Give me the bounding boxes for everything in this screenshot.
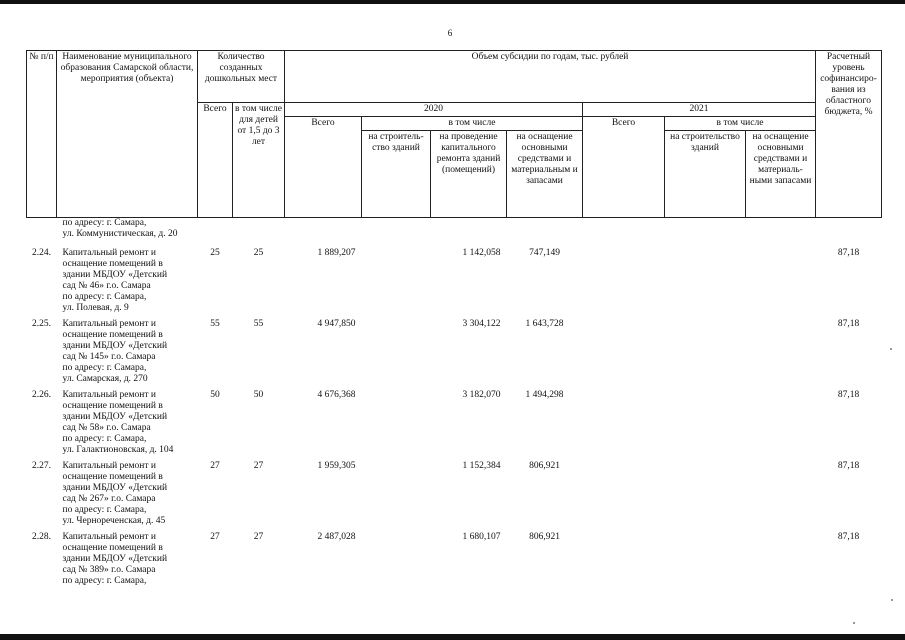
row-name-line: здании МБДОУ «Детский — [62, 412, 168, 422]
header-2020-repair: на проведение капитального ремонта зданий (помещений) — [431, 131, 507, 218]
row-name-line: Капитальный ремонт и — [62, 319, 156, 329]
header-rate: Расчетный уровень софинансиро-вания из областного бюджета, % — [816, 51, 882, 218]
row-2020-equipment: 747,149 — [529, 248, 560, 258]
row-name — [57, 461, 198, 532]
row-rate: 87,18 — [837, 532, 860, 542]
row-name-line: здании МБДОУ «Детский — [62, 341, 168, 351]
row-2020-repair: 1 680,107 — [462, 532, 501, 542]
row-2021-equipment — [746, 390, 816, 461]
row-name-line: здании МБДОУ «Детский — [62, 270, 168, 280]
header-year-2021: 2021 — [583, 103, 816, 117]
header-2021-equipment: на оснащение основными средствами и материаль-ными запасами — [746, 131, 816, 218]
row-name-line: сад № 389» г.о. Самара — [62, 565, 156, 575]
row-number: 2.27. — [32, 461, 51, 471]
row-2020-total: 4 676,368 — [317, 390, 356, 400]
row-total-places: 50 — [210, 390, 220, 400]
row-2020-total: 2 487,028 — [317, 532, 356, 542]
scan-speck — [853, 622, 855, 624]
row-total-places: 27 — [210, 532, 220, 542]
row-2021-equipment — [746, 461, 816, 532]
row-name-line: по адресу: г. Самара, — [62, 505, 147, 515]
row-name-line: по адресу: г. Самара, — [62, 292, 147, 302]
row-2020-construction — [362, 319, 431, 390]
row-name-line: оснащение помещений в — [62, 259, 163, 269]
row-2021-construction — [665, 319, 746, 390]
row-number: 2.25. — [32, 319, 51, 329]
row-2020-equipment: 1 494,298 — [525, 390, 564, 400]
row-2020-equipment: 806,921 — [529, 461, 560, 471]
row-name — [57, 246, 198, 319]
row-name-line: ул. Полевая, д. 9 — [62, 303, 129, 313]
row-name — [57, 390, 198, 461]
row-2021-equipment — [746, 532, 816, 592]
row-name-line: по адресу: г. Самара, — [62, 363, 147, 373]
continuation-line: по адресу: г. Самара, — [62, 218, 147, 228]
row-children-places: 50 — [253, 390, 264, 400]
row-2020-repair: 3 182,070 — [462, 390, 501, 400]
scan-speck — [891, 599, 893, 601]
row-rate: 87,18 — [837, 390, 860, 400]
subsidy-table — [26, 50, 882, 592]
row-2021-total — [583, 319, 665, 390]
scan-speck — [890, 348, 892, 350]
row-2021-construction — [665, 390, 746, 461]
row-2020-equipment: 1 643,728 — [525, 319, 564, 329]
top-border — [0, 0, 905, 4]
row-2021-equipment — [746, 246, 816, 319]
header-total: Всего — [198, 103, 233, 218]
row-name-line: по адресу: г. Самара, — [62, 434, 147, 444]
header-2020-total: Всего — [285, 117, 362, 218]
table-row — [27, 532, 882, 592]
row-number: 2.26. — [32, 390, 51, 400]
row-2020-repair: 3 304,122 — [462, 319, 501, 329]
row-2020-total: 1 959,305 — [317, 461, 356, 471]
header-2021-including: в том числе — [665, 117, 816, 131]
table-body — [27, 218, 882, 593]
row-total-places: 55 — [210, 319, 220, 329]
header-2020-including: в том числе — [362, 117, 583, 131]
header-2020-equipment: на оснащение основными средствами и материальным и запасами — [507, 131, 583, 218]
row-2020-total: 1 889,207 — [317, 248, 356, 258]
row-children-places: 25 — [253, 248, 264, 258]
row-name-line: Капитальный ремонт и — [62, 248, 156, 258]
header-2021-total: Всего — [583, 117, 665, 218]
row-name-line: здании МБДОУ «Детский — [62, 483, 168, 493]
row-name-line: сад № 58» г.о. Самара — [62, 423, 151, 433]
header-num: № п/п — [27, 51, 57, 218]
row-name-line: сад № 46» г.о. Самара — [62, 281, 151, 291]
row-name-line: сад № 145» г.о. Самара — [62, 352, 156, 362]
continuation-line: ул. Коммунистическая, д. 20 — [62, 229, 178, 239]
row-name-line: здании МБДОУ «Детский — [62, 554, 168, 564]
row-2020-construction — [362, 246, 431, 319]
row-2020-construction — [362, 390, 431, 461]
row-2021-construction — [665, 461, 746, 532]
header-subsidy: Объем субсидии по годам, тыс. рублей — [285, 51, 816, 103]
row-name-line: по адресу: г. Самара, — [62, 576, 147, 586]
row-2020-repair: 1 152,384 — [462, 461, 501, 471]
row-2021-total — [583, 461, 665, 532]
row-name — [57, 319, 198, 390]
continuation-text — [57, 218, 198, 247]
table-row — [27, 461, 882, 532]
row-2021-construction — [665, 246, 746, 319]
row-name-line: сад № 267» г.о. Самара — [62, 494, 156, 504]
row-rate: 87,18 — [837, 248, 860, 258]
header-places: Количество созданных дошкольных мест — [198, 51, 285, 103]
row-name-line: оснащение помещений в — [62, 543, 163, 553]
row-2021-total — [583, 246, 665, 319]
table-row — [27, 319, 882, 390]
row-name-line: оснащение помещений в — [62, 401, 163, 411]
table-row — [27, 246, 882, 319]
row-children-places: 27 — [253, 532, 264, 542]
row-total-places: 27 — [210, 461, 220, 471]
row-2020-repair: 1 142,058 — [462, 248, 501, 258]
row-2021-total — [583, 390, 665, 461]
row-2020-total: 4 947,850 — [317, 319, 356, 329]
row-number: 2.28. — [32, 532, 51, 542]
table-row — [27, 390, 882, 461]
row-2021-equipment — [746, 319, 816, 390]
row-2020-equipment: 806,921 — [529, 532, 560, 542]
row-children-places: 55 — [253, 319, 264, 329]
row-2021-construction — [665, 532, 746, 592]
table-row-continuation — [27, 218, 882, 247]
row-name-line: ул. Чернореченская, д. 45 — [62, 516, 166, 526]
row-2021-total — [583, 532, 665, 592]
header-2021-construction: на строительство зданий — [665, 131, 746, 218]
header-2020-construction: на строитель-ство зданий — [362, 131, 431, 218]
row-name-line: оснащение помещений в — [62, 472, 163, 482]
row-name-line: ул. Галактионовская, д. 104 — [62, 445, 174, 455]
header-year-2020: 2020 — [285, 103, 583, 117]
row-name-line: Капитальный ремонт и — [62, 390, 156, 400]
row-2020-construction — [362, 532, 431, 592]
bottom-border — [0, 634, 905, 640]
header-name: Наименование муниципального образования Самарской области, мероприятия (объекта) — [57, 51, 198, 218]
row-rate: 87,18 — [837, 461, 860, 471]
row-name-line: оснащение помещений в — [62, 330, 163, 340]
row-number: 2.24. — [32, 248, 51, 258]
row-children-places: 27 — [253, 461, 264, 471]
header-children: в том числе для детей от 1,5 до 3 лет — [233, 103, 285, 218]
page-number: 6 — [447, 28, 453, 38]
row-name-line: ул. Самарская, д. 270 — [62, 374, 148, 384]
row-name-line: Капитальный ремонт и — [62, 532, 156, 542]
row-name — [57, 532, 198, 592]
row-2020-construction — [362, 461, 431, 532]
row-name-line: Капитальный ремонт и — [62, 461, 156, 471]
row-total-places: 25 — [210, 248, 220, 258]
row-rate: 87,18 — [837, 319, 860, 329]
